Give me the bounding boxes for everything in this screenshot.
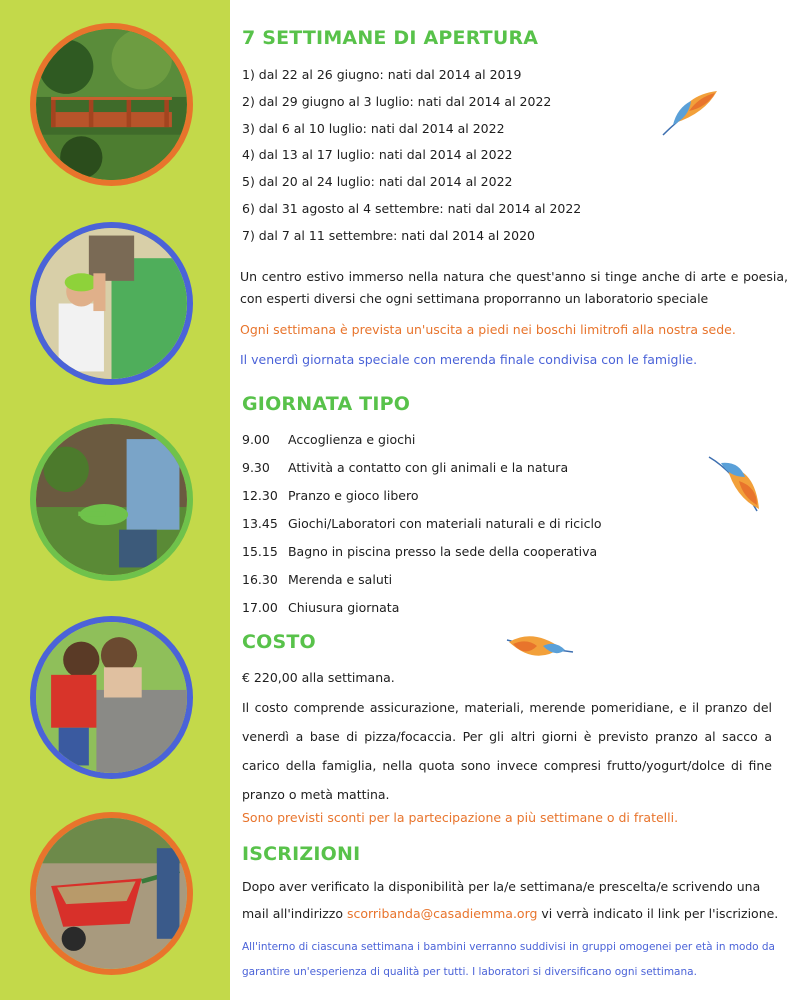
registration-text-before: Dopo aver verificato la disponibilità per la/e settimana/e prescelta/e scrivendo una mail all'indirizzo (242, 879, 761, 921)
list-item: 3) dal 6 al 10 luglio: nati dal 2014 al 2022 (242, 120, 505, 136)
heading-settimane: 7 SETTIMANE DI APERTURA (242, 27, 539, 49)
list-item (242, 482, 602, 510)
schedule-list (242, 426, 602, 622)
schedule-time: 9.30 (242, 460, 270, 475)
feather-icon (503, 630, 575, 672)
discount-note: Sono previsti sconti per la partecipazione a più settimane o di fratelli. (242, 810, 679, 825)
registration-text (242, 873, 782, 927)
friday-note: Il venerdì giornata speciale con merenda finale condivisa con le famiglie. (240, 352, 698, 367)
list-item: 1) dal 22 al 26 giugno: nati dal 2014 al 2019 (242, 67, 522, 82)
list-item: 4) dal 13 al 17 luglio: nati dal 2014 al 2022 (242, 147, 513, 163)
schedule-activity: Chiusura giornata (287, 600, 400, 615)
list-item (242, 510, 602, 538)
heading-costo: COSTO (242, 631, 316, 653)
feather-icon (655, 83, 723, 143)
list-item (242, 454, 602, 482)
cost-details: Il costo comprende assicurazione, materiali, merende pomeridiane, e il pranzo del venerdì a base di pizza/focaccia. Per gli altri giorni è previsto pranzo al sacco a carico della famiglia, nella quota sono invece compresi frutto/yogurt/dolce di fine pranzo o metà mattina. (242, 700, 772, 802)
registration-text-after: vi verrà indicato il link per l'iscrizione. (537, 906, 779, 921)
schedule-time: 16.30 (242, 572, 278, 587)
list-item (242, 538, 602, 566)
price-text: € 220,00 alla settimana. (242, 670, 395, 685)
email-link[interactable]: scorribanda@casadiemma.org (346, 906, 538, 921)
photo-wheelbarrow (30, 812, 193, 975)
intro-paragraph: Un centro estivo immerso nella natura che quest'anno si tinge anche di arte e poesia, con esperti diversi che ogni settimana proporranno un laboratorio speciale (240, 269, 788, 306)
schedule-activity: Giochi/Laboratori con materiali naturali e di riciclo (287, 516, 602, 531)
photo-children-donkey (30, 616, 193, 779)
feather-icon (705, 447, 765, 517)
schedule-time: 9.00 (242, 432, 270, 447)
schedule-time: 12.30 (242, 488, 278, 503)
list-item: 2) dal 29 giugno al 3 luglio: nati dal 2014 al 2022 (242, 93, 552, 109)
list-item: 7) dal 7 al 11 settembre: nati dal 2014 al 2020 (242, 227, 535, 243)
photo-garden-bridge (30, 23, 193, 186)
schedule-activity: Accoglienza e giochi (287, 432, 416, 447)
schedule-time: 17.00 (242, 600, 278, 615)
list-item (242, 594, 602, 622)
list-item (242, 426, 602, 454)
weekly-outing-note: Ogni settimana è prevista un'uscita a piedi nei boschi limitrofi alla nostra sede. (240, 322, 736, 337)
list-item: 6) dal 31 agosto al 4 settembre: nati dal 2014 al 2022 (242, 200, 582, 216)
weeks-list (242, 62, 581, 250)
schedule-activity: Merenda e saluti (287, 572, 393, 587)
list-item: 5) dal 20 al 24 luglio: nati dal 2014 al 2022 (242, 174, 513, 190)
groups-note: All'interno di ciascuna settimana i bambini verranno suddivisi in gruppi omogenei per età in modo da garantire un'esperienza di qualità per tutti. I laboratori si diversificano ogni settimana. (242, 941, 775, 978)
schedule-time: 15.15 (242, 544, 278, 559)
schedule-time: 13.45 (242, 516, 278, 531)
heading-iscrizioni: ISCRIZIONI (242, 843, 361, 865)
list-item (242, 566, 602, 594)
schedule-activity: Pranzo e gioco libero (287, 488, 419, 503)
photo-watering-plants (30, 418, 193, 581)
schedule-activity: Bagno in piscina presso la sede della cooperativa (287, 544, 598, 559)
schedule-activity: Attività a contatto con gli animali e la natura (287, 460, 569, 475)
photo-child-green-cap (30, 222, 193, 385)
heading-giornata-tipo: GIORNATA TIPO (242, 393, 411, 415)
